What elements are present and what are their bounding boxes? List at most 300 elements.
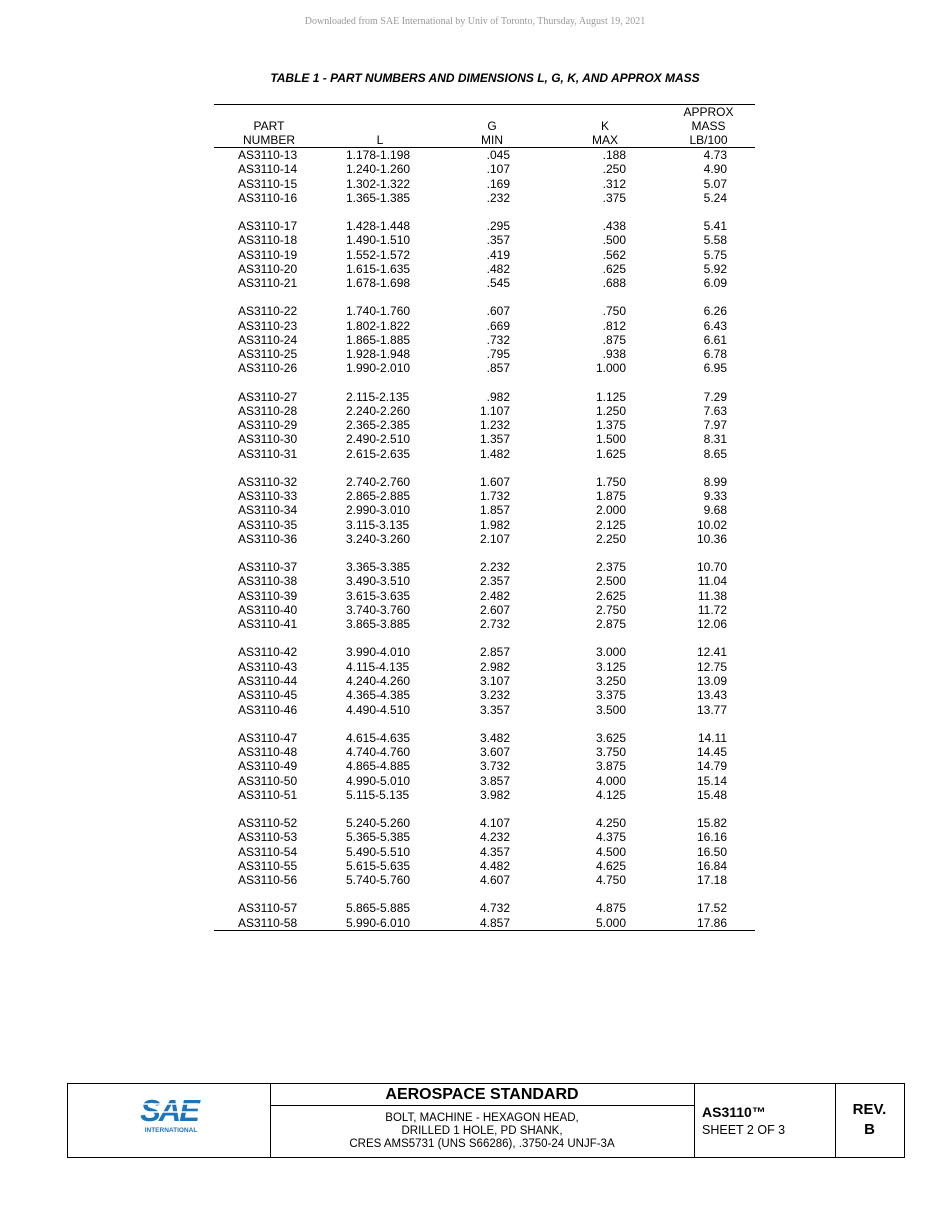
part-number-cell: AS3110-49 (238, 759, 298, 774)
table-row (214, 589, 755, 603)
l-cell: 5.490-5.510 (346, 844, 411, 859)
mass-cell: 10.36 (696, 532, 727, 547)
part-number-cell: AS3110-57 (238, 901, 298, 916)
table-row (214, 518, 755, 532)
document-number: AS3110™ (702, 1104, 766, 1120)
mass-cell: 6.61 (703, 332, 727, 347)
part-number-cell: AS3110-34 (238, 503, 298, 518)
mass-cell: 11.04 (697, 574, 727, 589)
part-number-cell: AS3110-39 (238, 588, 298, 603)
part-number-cell: AS3110-20 (238, 261, 298, 276)
k-max-cell: 5.000 (548, 916, 662, 931)
table-row (214, 219, 755, 233)
mass-cell: 8.31 (703, 432, 727, 447)
mass-cell: 6.26 (703, 304, 727, 319)
table-row (214, 177, 755, 191)
mass-cell: 14.11 (697, 730, 727, 745)
mass-cell: 6.43 (703, 318, 727, 333)
k-max-cell: 4.875 (595, 901, 626, 916)
g-min-cell: .669 (486, 318, 510, 333)
k-max-cell: 2.500 (595, 574, 626, 589)
header-cell: PART (253, 119, 285, 133)
header-cell: L (324, 133, 436, 148)
part-number-cell: AS3110-41 (238, 617, 298, 632)
k-max-cell: 4.375 (595, 830, 626, 845)
k-max-cell: 2.375 (595, 560, 626, 575)
mass-cell: 15.48 (696, 787, 727, 802)
part-number-cell: AS3110-13 (238, 148, 298, 162)
spacer-cell (214, 632, 755, 646)
l-cell: 1.302-1.322 (346, 176, 411, 191)
part-number-cell: AS3110-48 (238, 744, 298, 759)
group-spacer (214, 461, 755, 475)
part-number-cell: AS3110-45 (238, 688, 298, 703)
table-header (214, 105, 755, 148)
table-row (214, 347, 755, 361)
mass-cell: 4.90 (703, 162, 727, 177)
g-min-cell: 1.107 (479, 403, 510, 418)
l-cell: 3.490-3.510 (346, 574, 411, 589)
k-max-cell: .938 (602, 347, 626, 362)
part-number-cell: AS3110-50 (238, 773, 298, 788)
l-cell: 4.115-4.135 (346, 659, 410, 674)
g-min-cell: 2.607 (479, 603, 510, 617)
k-max-cell: 4.250 (595, 815, 626, 830)
g-min-cell: 2.107 (479, 532, 510, 547)
header-cell: NUMBER (214, 133, 324, 148)
l-cell: 1.365-1.385 (346, 190, 411, 205)
revision-cell (835, 1084, 904, 1157)
g-min-cell: 1.857 (479, 503, 510, 518)
g-min-cell: 4.607 (479, 873, 510, 888)
l-cell: 5.615-5.635 (346, 858, 411, 873)
mass-cell: 11.38 (697, 588, 727, 603)
g-min-cell: .607 (486, 304, 510, 319)
l-cell: 4.615-4.635 (346, 730, 411, 745)
g-min-cell: .795 (486, 347, 510, 362)
part-number-cell: AS3110-30 (238, 432, 298, 447)
k-max-cell: 4.500 (595, 844, 626, 859)
k-max-cell: .875 (602, 332, 626, 347)
k-max-cell: 1.000 (595, 361, 626, 376)
mass-cell: 6.78 (703, 347, 727, 362)
part-number-cell: AS3110-54 (238, 844, 298, 859)
table-row (214, 830, 755, 844)
spacer-cell (214, 887, 755, 901)
g-min-cell: 4.857 (436, 916, 548, 931)
k-max-cell: 4.625 (595, 858, 626, 873)
table-row (214, 745, 755, 759)
l-cell: 3.115-3.135 (346, 517, 410, 532)
k-max-cell: .812 (602, 318, 626, 333)
part-number-cell: AS3110-16 (238, 190, 298, 205)
g-min-cell: 4.357 (479, 844, 510, 859)
mass-cell: 5.41 (703, 218, 727, 233)
k-max-cell: 2.125 (595, 517, 626, 532)
l-cell: 2.740-2.760 (346, 474, 411, 489)
header-row-2 (214, 119, 755, 133)
table-row (214, 674, 755, 688)
part-number-cell: AS3110-35 (238, 517, 298, 532)
table-title: TABLE 1 - PART NUMBERS AND DIMENSIONS L, G, K, AND APPROX MASS (270, 71, 700, 85)
k-max-cell: .562 (602, 247, 626, 262)
k-max-cell: 1.125 (595, 389, 626, 404)
l-cell: 3.865-3.885 (346, 617, 411, 632)
header-cell (324, 119, 436, 133)
l-cell: 3.740-3.760 (346, 603, 411, 617)
table-row (214, 233, 755, 247)
table-body (214, 148, 755, 931)
part-number-cell: AS3110-19 (238, 247, 298, 262)
k-max-cell: 4.000 (595, 773, 626, 788)
download-watermark: Downloaded from SAE International by Univ of Toronto, Thursday, August 19, 2021 (304, 16, 646, 27)
mass-cell: 16.16 (696, 830, 727, 845)
part-description (270, 1106, 694, 1151)
k-max-cell: 3.250 (595, 673, 626, 688)
part-number-cell: AS3110-21 (238, 276, 298, 291)
mass-cell: 10.70 (696, 560, 727, 575)
table-row (214, 759, 755, 773)
l-cell: 1.990-2.010 (346, 361, 411, 376)
table-row (214, 304, 755, 318)
k-max-cell: .688 (602, 276, 626, 291)
part-number-cell: AS3110-52 (238, 815, 298, 830)
mass-cell: 7.63 (703, 403, 727, 418)
part-number-cell: AS3110-37 (238, 560, 298, 575)
l-cell: 5.115-5.135 (346, 787, 410, 802)
spacer-cell (214, 802, 755, 816)
g-min-cell: 2.982 (479, 659, 510, 674)
g-min-cell: 3.607 (479, 744, 510, 759)
table-row (214, 873, 755, 887)
g-min-cell: .045 (486, 148, 510, 162)
l-cell: 4.740-4.760 (346, 744, 411, 759)
table-row (214, 276, 755, 290)
mass-cell: 11.72 (697, 603, 727, 617)
l-cell: 2.240-2.260 (346, 403, 411, 418)
mass-cell: 12.41 (696, 645, 727, 660)
mass-cell: 15.14 (696, 773, 727, 788)
header-cell: MAX (548, 133, 662, 148)
g-min-cell: 3.857 (479, 773, 510, 788)
l-cell: 3.240-3.260 (346, 532, 411, 547)
logo-cell (68, 1084, 271, 1157)
k-max-cell: 2.750 (595, 603, 626, 617)
g-min-cell: .857 (486, 361, 510, 376)
g-min-cell: 4.107 (479, 815, 510, 830)
k-max-cell: 3.875 (595, 759, 626, 774)
l-cell: 4.490-4.510 (346, 702, 411, 717)
l-cell: 1.802-1.822 (346, 318, 411, 333)
l-cell: 1.928-1.948 (346, 347, 411, 362)
g-min-cell: 4.732 (479, 901, 510, 916)
logo-text: SAE (140, 1094, 198, 1128)
g-min-cell: 3.357 (479, 702, 510, 717)
table-row (214, 390, 755, 404)
k-max-cell: 2.000 (595, 503, 626, 518)
table-row (214, 560, 755, 574)
table-row (214, 447, 755, 461)
g-min-cell: 1.232 (479, 418, 510, 433)
g-min-cell: .419 (486, 247, 510, 262)
part-number-cell: AS3110-53 (238, 830, 298, 845)
part-number-cell: AS3110-58 (214, 916, 324, 931)
table-row (214, 503, 755, 517)
mass-cell: 5.24 (703, 190, 727, 205)
group-spacer (214, 376, 755, 390)
l-cell: 2.115-2.135 (346, 389, 410, 404)
revision-value: B (864, 1121, 875, 1138)
l-cell: 1.678-1.698 (346, 276, 411, 291)
table-row (214, 816, 755, 830)
logo-subtext: INTERNATIONAL (144, 1127, 198, 1134)
l-cell: 3.615-3.635 (346, 588, 411, 603)
k-max-cell: .438 (602, 218, 626, 233)
group-spacer (214, 887, 755, 901)
table-row (214, 418, 755, 432)
header-cell: G (487, 119, 497, 133)
g-min-cell: 1.732 (479, 489, 510, 504)
l-cell: 5.740-5.760 (346, 873, 411, 888)
table-row (214, 645, 755, 659)
part-number-cell: AS3110-47 (238, 730, 298, 745)
k-max-cell: 4.125 (595, 787, 626, 802)
part-number-cell: AS3110-33 (238, 489, 298, 504)
table-row (214, 319, 755, 333)
table-row (214, 489, 755, 503)
mass-cell: 10.02 (696, 517, 727, 532)
g-min-cell: 2.482 (479, 588, 510, 603)
parts-table (214, 104, 755, 931)
l-cell: 3.990-4.010 (346, 645, 411, 660)
g-min-cell: 2.357 (479, 574, 510, 589)
g-min-cell: .982 (486, 389, 510, 404)
part-number-cell: AS3110-18 (238, 233, 298, 248)
mass-cell: 12.06 (696, 617, 727, 632)
header-cell: MIN (436, 133, 548, 148)
mass-cell: 5.58 (703, 233, 727, 248)
g-min-cell: .482 (486, 261, 510, 276)
g-min-cell: .545 (486, 276, 510, 291)
part-number-cell: AS3110-22 (238, 304, 298, 319)
part-number-cell: AS3110-29 (238, 418, 298, 433)
k-max-cell: 3.125 (595, 659, 626, 674)
spacer-cell (214, 717, 755, 731)
part-number-cell: AS3110-31 (238, 446, 298, 461)
k-max-cell: 1.750 (595, 474, 626, 489)
l-cell: 1.615-1.635 (346, 261, 411, 276)
mass-cell: 6.95 (703, 361, 727, 376)
part-number-cell: AS3110-56 (238, 873, 298, 888)
group-spacer (214, 632, 755, 646)
part-number-cell: AS3110-24 (238, 332, 298, 347)
header-row-1 (214, 105, 755, 120)
part-number-cell: AS3110-32 (238, 474, 298, 489)
table-row (214, 248, 755, 262)
g-min-cell: .107 (486, 162, 510, 177)
spacer-cell (214, 290, 755, 304)
header-row-3 (214, 133, 755, 148)
table-row (214, 191, 755, 205)
mass-cell: 17.52 (696, 901, 727, 916)
g-min-cell: 3.732 (479, 759, 510, 774)
g-min-cell: .357 (486, 233, 510, 248)
table-row (214, 475, 755, 489)
part-number-cell: AS3110-14 (238, 162, 298, 177)
g-min-cell: .732 (486, 332, 510, 347)
description-line: BOLT, MACHINE - HEXAGON HEAD, (385, 1112, 579, 1124)
description-line: CRES AMS5731 (UNS S66286), .3750-24 UNJF-3A (349, 1138, 615, 1150)
g-min-cell: 3.232 (479, 688, 510, 703)
table-row (214, 788, 755, 802)
table-row (214, 859, 755, 873)
mass-cell: 9.33 (703, 489, 727, 504)
group-spacer (214, 205, 755, 219)
mass-cell: 7.29 (703, 389, 727, 404)
table-row (214, 660, 755, 674)
l-cell: 5.240-5.260 (346, 815, 411, 830)
g-min-cell: 2.232 (479, 560, 510, 575)
k-max-cell: 4.750 (595, 873, 626, 888)
l-cell: 1.428-1.448 (346, 218, 411, 233)
header-cell: LB/100 (662, 133, 755, 148)
l-cell: 5.990-6.010 (324, 916, 436, 931)
part-number-cell: AS3110-27 (238, 389, 298, 404)
header-cell (214, 105, 324, 120)
table-row (214, 901, 755, 915)
part-number-cell: AS3110-36 (238, 532, 298, 547)
spacer-cell (214, 376, 755, 390)
table-row (214, 333, 755, 347)
mass-cell: 5.07 (703, 176, 727, 191)
mass-cell: 17.18 (696, 873, 727, 888)
k-max-cell: .750 (602, 304, 626, 319)
table-row (214, 574, 755, 588)
l-cell: 2.865-2.885 (346, 489, 411, 504)
l-cell: 1.178-1.198 (346, 148, 411, 162)
revision-label: REV. (852, 1101, 887, 1118)
mass-cell: 12.75 (696, 659, 727, 674)
k-max-cell: 3.000 (595, 645, 626, 660)
mass-cell: 8.99 (703, 474, 727, 489)
description-line: DRILLED 1 HOLE, PD SHANK, (401, 1125, 563, 1137)
part-number-cell: AS3110-23 (238, 318, 298, 333)
table-row (214, 603, 755, 617)
table-row (214, 916, 755, 931)
mass-cell: 9.68 (703, 503, 727, 518)
k-max-cell: 1.250 (595, 403, 626, 418)
mass-cell: 5.75 (703, 247, 727, 262)
g-min-cell: 3.482 (479, 730, 510, 745)
k-max-cell: 1.500 (595, 432, 626, 447)
g-min-cell: 2.857 (479, 645, 510, 660)
mass-cell: 4.73 (703, 148, 727, 162)
spacer-cell (214, 546, 755, 560)
g-min-cell: 1.607 (479, 474, 510, 489)
l-cell: 3.365-3.385 (346, 560, 411, 575)
table-row (214, 845, 755, 859)
k-max-cell: .500 (602, 233, 626, 248)
part-number-cell: AS3110-28 (238, 403, 298, 418)
table-row (214, 361, 755, 375)
l-cell: 2.990-3.010 (346, 503, 411, 518)
l-cell: 1.865-1.885 (346, 332, 411, 347)
part-number-cell: AS3110-15 (238, 176, 298, 191)
l-cell: 1.740-1.760 (346, 304, 411, 319)
part-number-cell: AS3110-26 (238, 361, 298, 376)
part-number-cell: AS3110-43 (238, 659, 298, 674)
group-spacer (214, 802, 755, 816)
part-number-cell: AS3110-44 (238, 673, 298, 688)
header-cell (436, 105, 548, 120)
k-max-cell: .625 (602, 261, 626, 276)
table-row (214, 532, 755, 546)
l-cell: 5.865-5.885 (346, 901, 411, 916)
g-min-cell: .295 (486, 218, 510, 233)
k-max-cell: .375 (602, 190, 626, 205)
k-max-cell: .188 (602, 148, 626, 162)
k-max-cell: 1.625 (595, 446, 626, 461)
g-min-cell: 4.232 (479, 830, 510, 845)
part-number-cell: AS3110-42 (238, 645, 298, 660)
document-number-cell (694, 1084, 836, 1157)
table-row (214, 617, 755, 631)
table-row (214, 774, 755, 788)
mass-cell: 8.65 (703, 446, 727, 461)
k-max-cell: 2.875 (595, 617, 626, 632)
mass-cell: 15.82 (696, 815, 727, 830)
table-row (214, 688, 755, 702)
l-cell: 4.865-4.885 (346, 759, 411, 774)
l-cell: 4.365-4.385 (346, 688, 411, 703)
g-min-cell: .232 (486, 190, 510, 205)
k-max-cell: 2.625 (595, 588, 626, 603)
mass-cell: 13.43 (696, 688, 727, 703)
header-cell: MASS (691, 119, 726, 133)
mass-cell: 16.50 (696, 844, 727, 859)
l-cell: 1.490-1.510 (346, 233, 411, 248)
k-max-cell: .250 (602, 162, 626, 177)
l-cell: 5.365-5.385 (346, 830, 411, 845)
l-cell: 1.240-1.260 (346, 162, 411, 177)
table-row (214, 262, 755, 276)
l-cell: 4.990-5.010 (346, 773, 411, 788)
k-max-cell: 3.625 (595, 730, 626, 745)
part-number-cell: AS3110-40 (238, 603, 298, 617)
l-cell: 1.552-1.572 (346, 247, 411, 262)
part-number-cell: AS3110-17 (238, 218, 298, 233)
g-min-cell: 3.107 (479, 673, 510, 688)
mass-cell: 16.84 (696, 858, 727, 873)
spacer-cell (214, 205, 755, 219)
g-min-cell: 3.982 (479, 787, 510, 802)
group-spacer (214, 290, 755, 304)
spacer-cell (214, 461, 755, 475)
k-max-cell: 3.500 (595, 702, 626, 717)
standard-heading: AEROSPACE STANDARD (270, 1084, 694, 1106)
header-cell: APPROX (662, 105, 755, 120)
mass-cell: 14.79 (696, 759, 727, 774)
sheet-number: SHEET 2 OF 3 (702, 1123, 786, 1137)
mass-cell: 7.97 (703, 418, 727, 433)
mass-cell: 13.77 (696, 702, 727, 717)
part-number-cell: AS3110-51 (238, 787, 298, 802)
table-row (214, 731, 755, 745)
g-min-cell: 2.732 (479, 617, 510, 632)
table-row (214, 703, 755, 717)
mass-cell: 14.45 (696, 744, 727, 759)
table-row (214, 404, 755, 418)
